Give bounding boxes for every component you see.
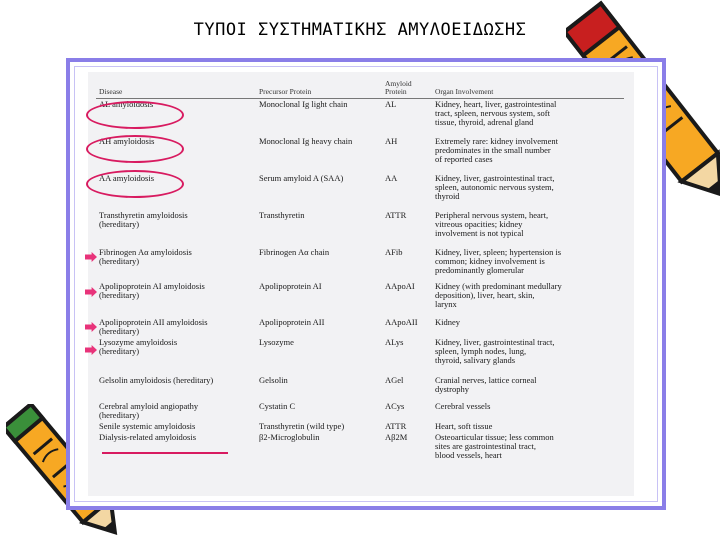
disease-cell: AA amyloidosis — [99, 173, 155, 183]
disease-cell: Apolipoprotein AI amyloidosis (hereditary) — [99, 281, 205, 300]
amyloid-cell: AGel — [385, 375, 404, 385]
amyloid-cell: AFib — [385, 247, 403, 257]
precursor-cell: Transthyretin — [259, 210, 305, 220]
amyloid-cell: Aβ2M — [385, 432, 408, 442]
highlight-circle — [86, 135, 184, 163]
precursor-cell: Gelsolin — [259, 375, 288, 385]
table-row — [96, 401, 624, 421]
disease-cell: Lysozyme amyloidosis (hereditary) — [99, 337, 178, 356]
precursor-cell: Monoclonal Ig heavy chain — [259, 136, 353, 146]
organ-cell: Peripheral nervous system, heart, vitreous opacities; kidney involvement is not typical — [435, 210, 549, 238]
amyloid-cell: AH — [385, 136, 398, 146]
highlight-circle — [86, 170, 184, 198]
precursor-cell: Cystatin C — [259, 401, 296, 411]
precursor-cell: Transthyretin (wild type) — [259, 421, 345, 431]
header-precursor-protein: Precursor Protein — [256, 78, 382, 99]
organ-cell: Cerebral vessels — [435, 401, 491, 411]
disease-cell: Transthyretin amyloidosis (hereditary) — [99, 210, 188, 229]
table-row — [96, 375, 624, 401]
organ-cell: Kidney, liver, gastrointestinal tract, spleen, lymph nodes, lung, thyroid, salivary glands — [435, 337, 555, 365]
amyloid-cell: ALys — [385, 337, 404, 347]
disease-cell: Senile systemic amyloidosis — [99, 421, 196, 431]
table-row — [96, 210, 624, 247]
disease-cell: AL amyloidosis — [99, 99, 154, 109]
table-row — [96, 317, 624, 337]
amyloid-cell: ACys — [385, 401, 405, 411]
precursor-cell: Lysozyme — [259, 337, 294, 347]
amyloid-cell: AA — [385, 173, 398, 183]
disease-cell: Fibrinogen Aα amyloidosis (hereditary) — [99, 247, 192, 266]
amyloid-cell: AL — [385, 99, 397, 109]
organ-cell: Extremely rare: kidney involvement predominates in the small number of reported cases — [435, 136, 558, 164]
table-row — [96, 281, 624, 317]
disease-cell: Apolipoprotein AII amyloidosis (hereditary) — [99, 317, 208, 336]
organ-cell: Kidney, heart, liver, gastrointestinal tract, spleen, nervous system, soft tissue, thyroid, adrenal gland — [435, 99, 557, 127]
table-row — [96, 432, 624, 464]
table-row — [96, 421, 624, 432]
precursor-cell: β2-Microglobulin — [259, 432, 320, 442]
organ-cell: Kidney — [435, 317, 461, 327]
header-organ-involvement: Organ Involvement — [432, 78, 624, 99]
amyloid-cell: ATTR — [385, 421, 407, 431]
precursor-cell: Apolipoprotein AII — [259, 317, 325, 327]
highlight-circle — [86, 101, 184, 129]
organ-cell: Cranial nerves, lattice corneal dystrophy — [435, 375, 537, 394]
disease-cell: Gelsolin amyloidosis (hereditary) — [99, 375, 214, 385]
disease-cell: AH amyloidosis — [99, 136, 155, 146]
amyloid-cell: ATTR — [385, 210, 407, 220]
organ-cell: Heart, soft tissue — [435, 421, 493, 431]
header-disease: Disease — [96, 78, 256, 99]
amyloidosis-table — [96, 78, 624, 464]
disease-cell: Cerebral amyloid angiopathy (hereditary) — [99, 401, 199, 420]
precursor-cell: Fibrinogen Aα chain — [259, 247, 330, 257]
highlight-underline — [102, 452, 228, 454]
slide-title: ΤΥΠΟΙ ΣΥΣΤΗΜΑΤΙΚΗΣ ΑΜΥΛΟΕΙΔΩΣΗΣ — [193, 20, 527, 40]
organ-cell: Kidney, liver, gastrointestinal tract, spleen, autonomic nervous system, thyroid — [435, 173, 555, 201]
organ-cell: Osteoarticular tissue; less common sites are gastrointestinal tract, blood vessels, heart — [435, 432, 554, 460]
organ-cell: Kidney (with predominant medullary deposition), liver, heart, skin, larynx — [435, 281, 562, 309]
table-row — [96, 247, 624, 281]
amyloid-cell: AApoAI — [385, 281, 415, 291]
table-header-row — [96, 78, 624, 99]
header-amyloid-protein: Amyloid Protein — [382, 78, 432, 99]
amyloid-cell: AApoAII — [385, 317, 418, 327]
precursor-cell: Apolipoprotein AI — [259, 281, 322, 291]
disease-cell: Dialysis-related amyloidosis — [99, 432, 197, 442]
precursor-cell: Monoclonal Ig light chain — [259, 99, 348, 109]
precursor-cell: Serum amyloid A (SAA) — [259, 173, 344, 183]
table-row — [96, 337, 624, 375]
organ-cell: Kidney, liver, spleen; hypertension is common; kidney involvement is predominantly glomerular — [435, 247, 562, 275]
